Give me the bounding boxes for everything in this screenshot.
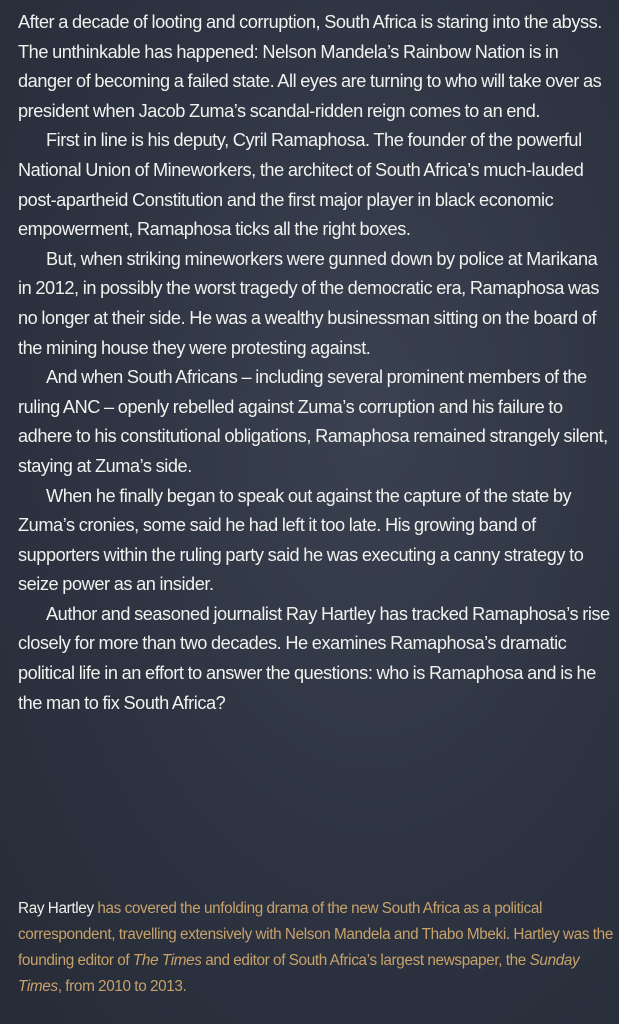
blurb-paragraph-6: Author and seasoned journalist Ray Hartley has tracked Ramaphosa’s rise closely for more than two decades. He examines Ramaphosa’s dramatic political life in an effort to answer the questions: who is Ramaphosa and is he the man to fix South Africa? <box>18 603 610 713</box>
author-bio <box>18 896 616 1000</box>
blurb-text <box>18 8 613 718</box>
bio-newspaper-1: The Times <box>132 952 202 969</box>
bio-text-3: , from 2010 to 2013. <box>57 978 187 995</box>
blurb-paragraph-5: When he finally began to speak out against the capture of the state by Zuma’s cronies, some said he had left it too late. His growing band of supporters within the ruling party said he was executing a canny strategy to seize power as an insider. <box>18 485 584 595</box>
blurb-paragraph-2: First in line is his deputy, Cyril Ramaphosa. The founder of the powerful National Union of Mineworkers, the architect of South Africa’s much-lauded post-apartheid Constitution and the first major player in black economic empowerment, Ramaphosa ticks all the right boxes. <box>18 130 584 240</box>
blurb-paragraph-4: And when South Africans – including several prominent members of the ruling ANC – openly rebelled against Zuma’s corruption and his failure to adhere to his constitutional obligations, Ramaphosa remained strangely silent, staying at Zuma’s side. <box>18 367 608 476</box>
bio-newspaper-2: Sunday Times <box>18 952 580 995</box>
author-name: Ray Hartley <box>18 900 94 917</box>
bio-text-2: and editor of South Africa’s largest newspaper, the <box>201 952 530 969</box>
bio-text-1: has covered the unfolding drama of the new South Africa as a political correspondent, travelling extensively with Nelson Mandela and Thabo Mbeki. Hartley was the founding editor of <box>18 900 613 969</box>
blurb-paragraph-1: After a decade of looting and corruption, South Africa is staring into the abyss. The unthinkable has happened: Nelson Mandela’s Rainbow Nation is in danger of becoming a failed state. All eyes are turning to who will take over as president when Jacob Zuma’s scandal-ridden reign comes to an end. <box>18 12 602 121</box>
blurb-paragraph-3: But, when striking mineworkers were gunned down by police at Marikana in 2012, in possibly the worst tragedy of the democratic era, Ramaphosa was no longer at their side. He was a wealthy businessman sitting on the board of the mining house they were protesting against. <box>18 248 599 358</box>
